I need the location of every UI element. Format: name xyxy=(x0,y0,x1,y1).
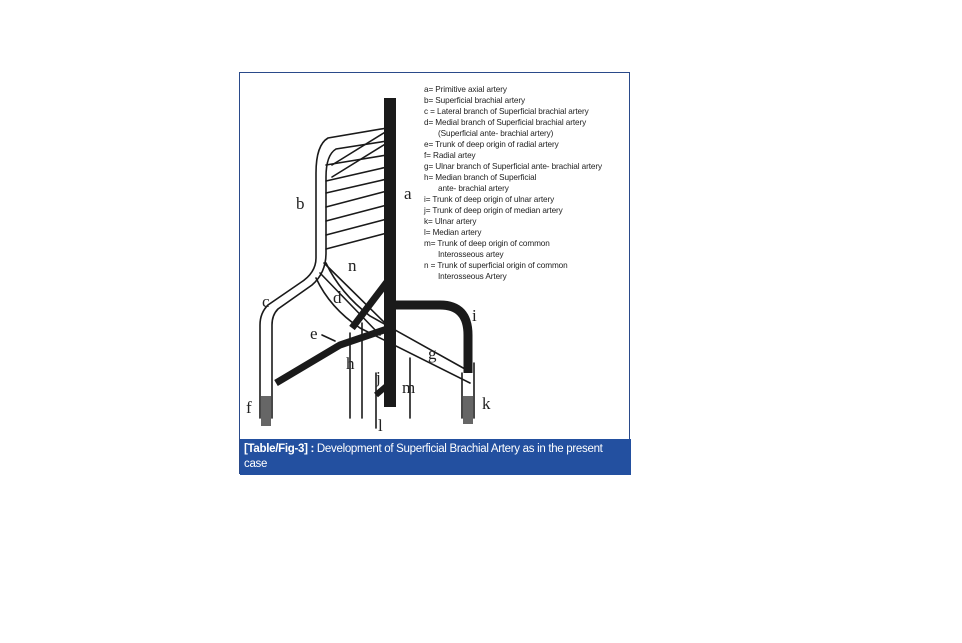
legend-item: ante- brachial artery xyxy=(438,184,509,193)
legend-item: f= Radial artey xyxy=(424,151,476,160)
legend xyxy=(424,84,629,282)
hatch-f xyxy=(261,396,271,426)
legend-item: e= Trunk of deep origin of radial artery xyxy=(424,140,559,149)
legend-item: n = Trunk of superficial origin of common xyxy=(424,261,568,270)
label-l: l xyxy=(378,416,383,435)
legend-item: l= Median artery xyxy=(424,228,482,237)
label-m: m xyxy=(402,378,416,397)
legend-item: a= Primitive axial artery xyxy=(424,85,507,94)
label-k: k xyxy=(482,394,491,413)
label-i: i xyxy=(472,306,477,325)
legend-item: i= Trunk of deep origin of ulnar artery xyxy=(424,195,555,204)
label-e: e xyxy=(310,324,318,343)
legend-item: d= Medial branch of Superficial brachial artery xyxy=(424,118,587,127)
label-c: c xyxy=(262,292,270,311)
legend-item: (Superficial ante- brachial artery) xyxy=(438,129,554,138)
legend-item: k= Ulnar artery xyxy=(424,217,477,226)
legend-item: j= Trunk of deep origin of median artery xyxy=(424,206,563,215)
caption-text: Development of Superficial Brachial Artery as in the present case xyxy=(244,443,603,470)
legend-item: c = Lateral branch of Superficial brachial artery xyxy=(424,107,589,116)
vessel-e xyxy=(276,328,390,383)
label-g: g xyxy=(428,344,437,363)
label-b: b xyxy=(296,194,305,213)
legend-item: b= Superficial brachial artery xyxy=(424,96,525,105)
legend-item: g= Ulnar branch of Superficial ante- brachial artery xyxy=(424,162,602,171)
legend-item: h= Median branch of Superficial xyxy=(424,173,537,182)
label-j: j xyxy=(376,368,381,387)
legend-item: m= Trunk of deep origin of common xyxy=(424,239,550,248)
figure-caption xyxy=(240,439,631,475)
hatch-k xyxy=(463,396,473,424)
label-n: n xyxy=(348,256,357,275)
legend-item: Interosseous Artery xyxy=(438,272,507,281)
label-a: a xyxy=(404,184,412,203)
label-d: d xyxy=(333,288,342,307)
label-f: f xyxy=(246,398,252,417)
caption-tag: [Table/Fig-3] : xyxy=(244,443,315,455)
legend-item: Interosseous artey xyxy=(438,250,504,259)
label-h: h xyxy=(346,354,355,373)
figure-frame xyxy=(239,72,630,474)
